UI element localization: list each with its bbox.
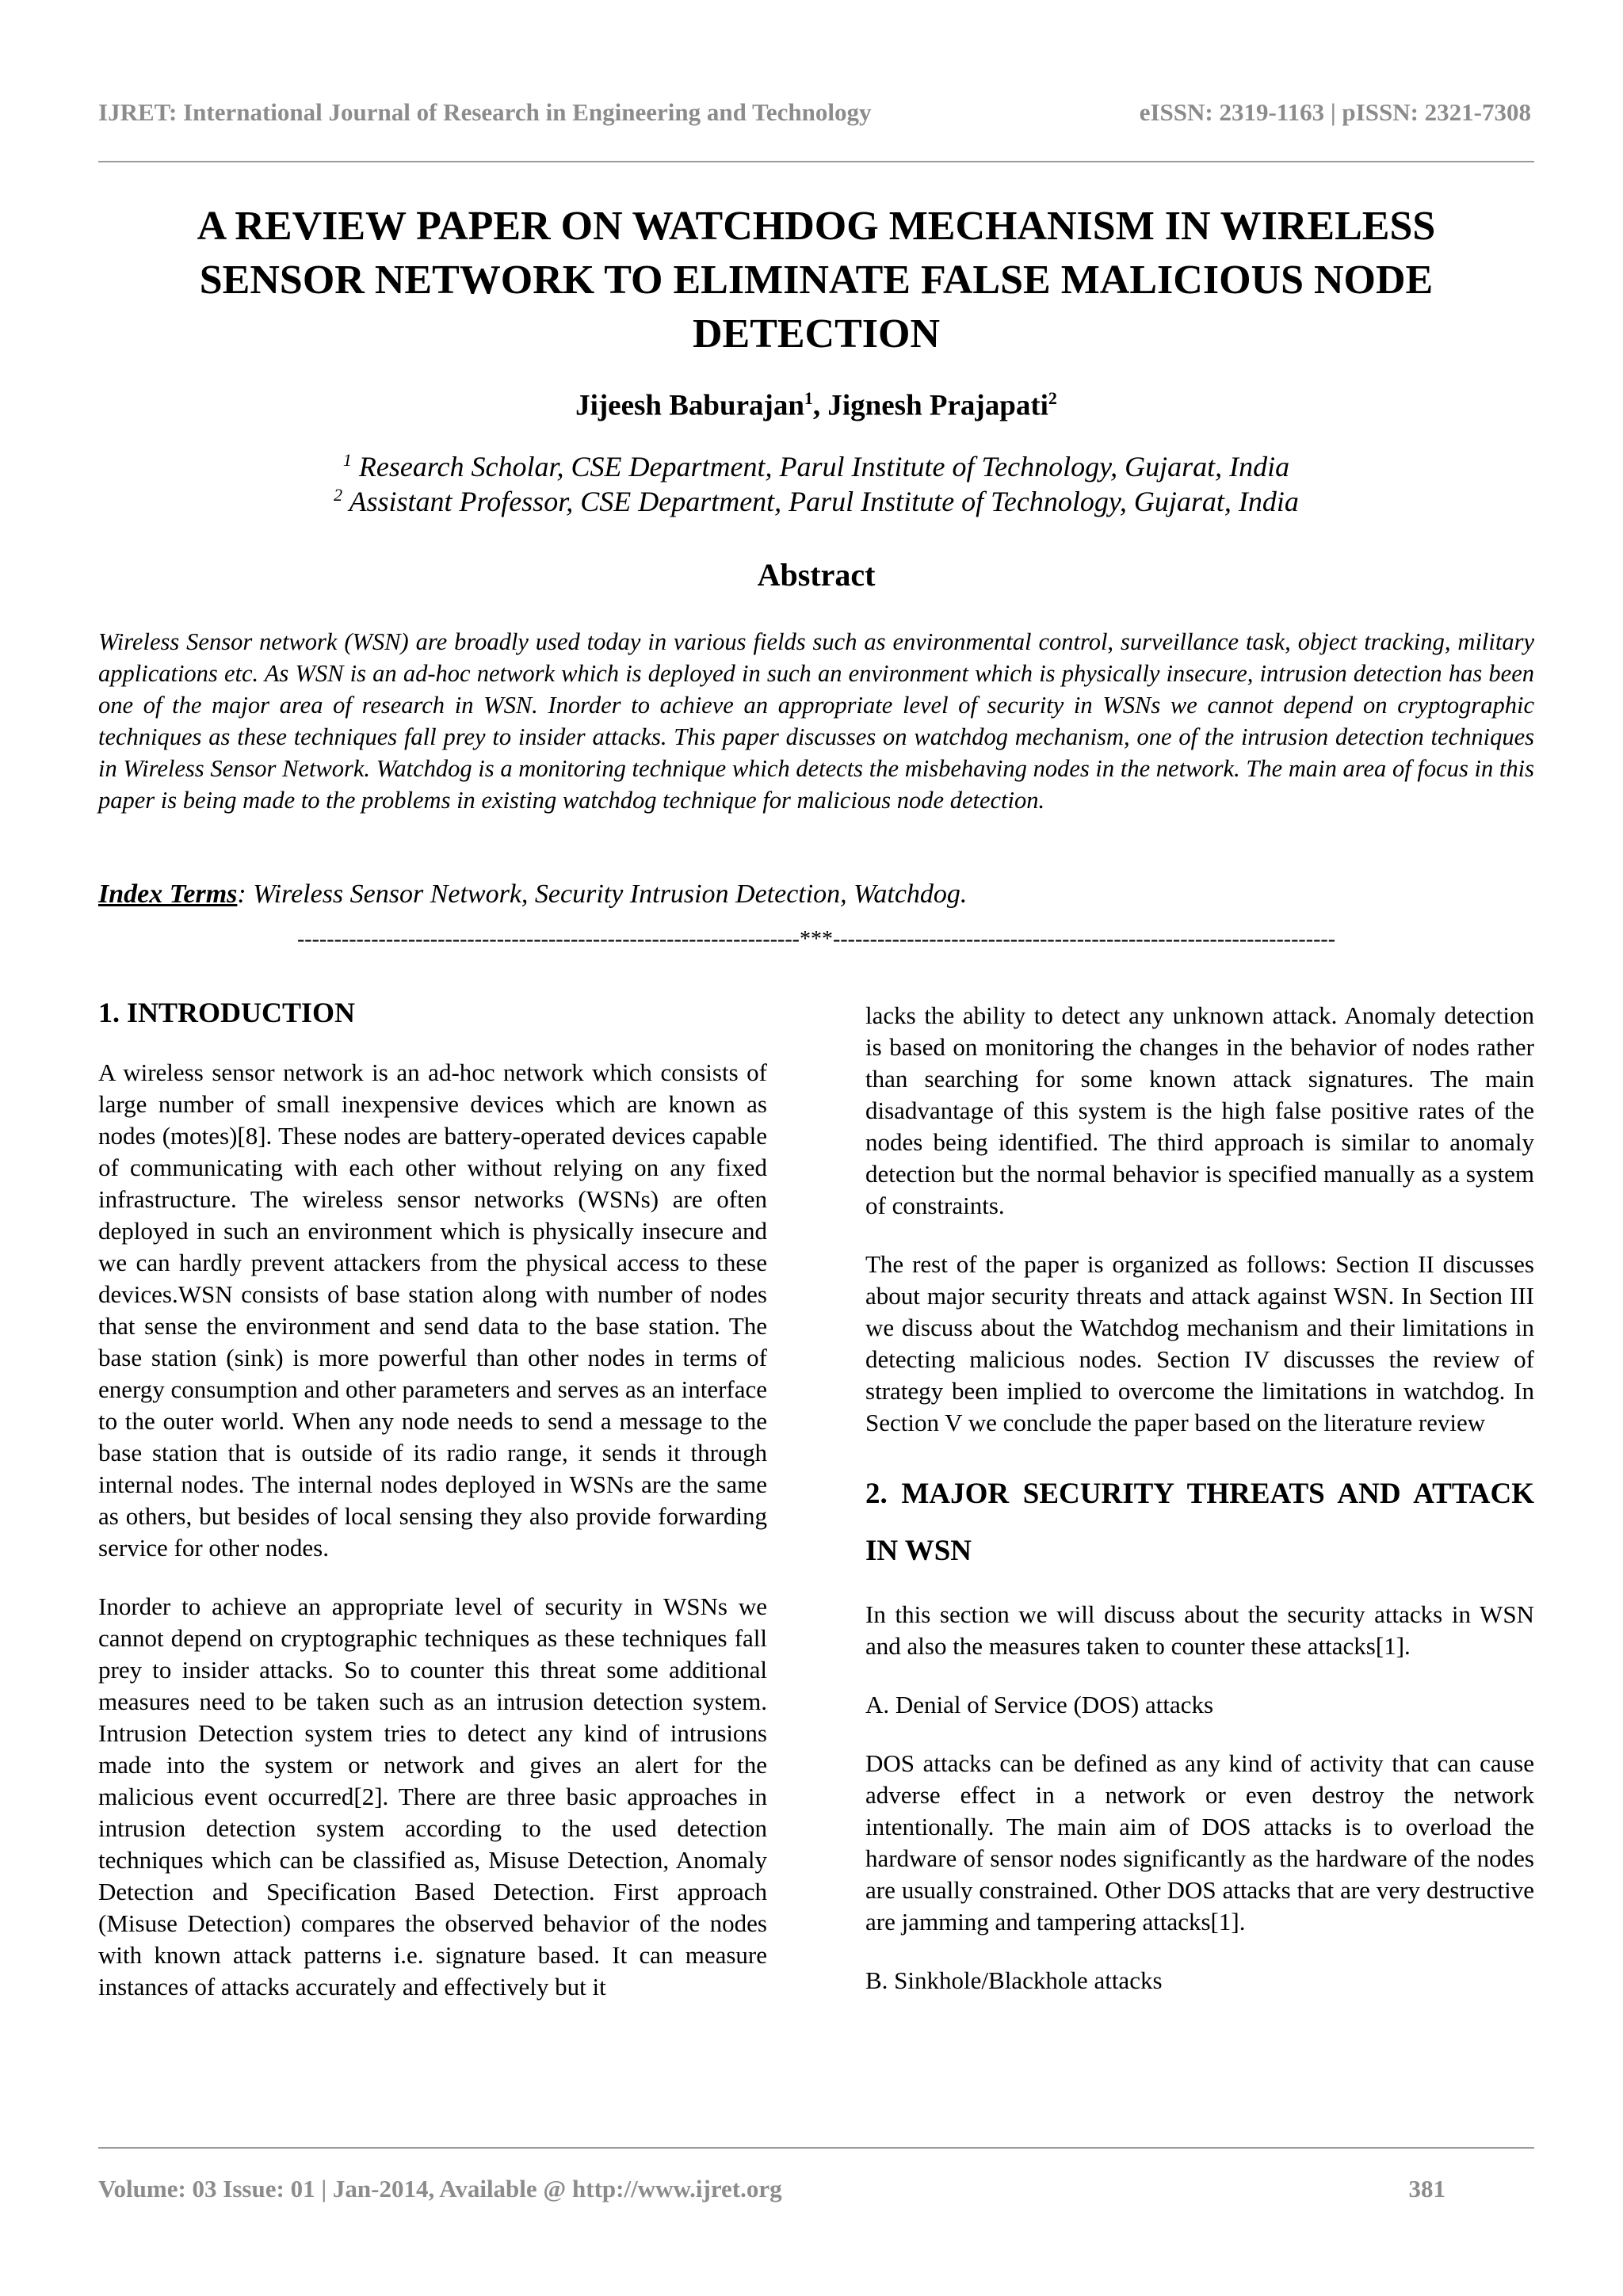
- subsection-heading-dos: A. Denial of Service (DOS) attacks: [865, 1691, 1214, 1718]
- paragraph: In this section we will discuss about the security attacks in WSN and also the measures taken to counter these attacks[1].: [865, 1600, 1534, 1660]
- title-line: A REVIEW PAPER ON WATCHDOG MECHANISM IN WIRELESS: [197, 204, 1436, 249]
- volume-info: Volume: 03 Issue: 01 | Jan-2014, Available @ http://www.ijret.org: [98, 2175, 782, 2203]
- title-line: SENSOR NETWORK TO ELIMINATE FALSE MALICIOUS NODE: [199, 257, 1434, 303]
- author-2-sup: 2: [1048, 388, 1057, 408]
- section-separator: --------------------------------------------------------------------***--------------------------------------------------------------------: [296, 927, 1336, 952]
- footer-rule: [98, 2147, 1534, 2149]
- index-terms-label: Index Terms: [98, 879, 238, 909]
- affiliation-2-text: Assistant Professor, CSE Department, Parul Institute of Technology, Gujarat, India: [342, 486, 1299, 517]
- affiliation-1-text: Research Scholar, CSE Department, Parul Institute of Technology, Gujarat, India: [351, 451, 1290, 482]
- author-1-sup: 1: [804, 388, 813, 408]
- journal-name: IJRET: International Journal of Research in Engineering and Technology: [98, 98, 872, 126]
- paragraph: lacks the ability to detect any unknown attack. Anomaly detection is based on monitoring the changes in the behavior of nodes rather than searching for some known attack signatures. The main disadvantage of this system is the high false positive rates of the nodes being identified. The third approach is similar to anomaly detection but the normal behavior is specified manually as a system of constraints.: [865, 1001, 1534, 1219]
- author-2: Jignesh Prajapati: [827, 389, 1048, 422]
- right-column: [865, 1000, 1534, 2023]
- subsection-heading-sinkhole: B. Sinkhole/Blackhole attacks: [865, 1966, 1163, 1994]
- author-sep: ,: [812, 389, 828, 422]
- issn: eISSN: 2319-1163 | pISSN: 2321-7308: [1139, 98, 1531, 126]
- author-1: Jijeesh Baburajan: [575, 389, 804, 422]
- affiliation-1-sup: 1: [342, 450, 352, 470]
- affiliation-1: [98, 450, 1534, 483]
- running-header: [98, 98, 1531, 127]
- title-line: DETECTION: [692, 311, 941, 357]
- paper-title: [98, 200, 1534, 361]
- index-terms: [98, 879, 1534, 910]
- affiliation-2: [98, 485, 1534, 518]
- header-rule: [98, 161, 1534, 162]
- abstract-heading: Abstract: [757, 557, 876, 593]
- left-column: [98, 997, 767, 2030]
- page-number: 381: [1408, 2175, 1445, 2203]
- paragraph: Inorder to achieve an appropriate level of security in WSNs we cannot depend on cryptographic techniques as these techniques fall prey to insider attacks. So to counter this threat some additional measures need to be taken such as an intrusion detection system. Intrusion Detection system tries to detect any kind of intrusions made into the system or network and gives an alert for the malicious event occurred[2]. There are three basic approaches in intrusion detection system according to the used detection techniques which can be classified as, Misuse Detection, Anomaly Detection and Specification Based Detection. First approach (Misuse Detection) compares the observed behavior of the nodes with known attack patterns i.e. signature based. It can measure instances of attacks accurately and effectively but it: [98, 1592, 767, 2000]
- affiliation-2-sup: 2: [334, 485, 343, 505]
- running-footer: [98, 2175, 1445, 2203]
- paragraph: DOS attacks can be defined as any kind of activity that can cause adverse effect in a network or even destroy the network intentionally. The main aim of DOS attacks is to overload the hardware of sensor nodes significantly as the hardware of the nodes are usually constrained. Other DOS attacks that are very destructive are jamming and tampering attacks[1].: [865, 1749, 1534, 1936]
- index-terms-text: : Wireless Sensor Network, Security Intrusion Detection, Watchdog.: [237, 879, 968, 909]
- abstract-text: Wireless Sensor network (WSN) are broadly used today in various fields such as environmental control, surveillance task, object tracking, military applications etc. As WSN is an ad-hoc network which is deployed in such an environment which is physically insecure, intrusion detection has been one of the major area of research in WSN. Inorder to achieve an appropriate level of security in WSNs we cannot depend on cryptographic techniques as these techniques fall prey to insider attacks. This paper discusses on watchdog mechanism, one of the intrusion detection techniques in Wireless Sensor Network. Watchdog is a monitoring technique which detects the misbehaving nodes in the network. The main area of focus in this paper is being made to the problems in existing watchdog technique for malicious node detection.: [98, 628, 1534, 814]
- paragraph: A wireless sensor network is an ad-hoc network which consists of large number of small inexpensive devices which are known as nodes (motes)[8]. These nodes are battery-operated devices capable of communicating with each other without relying on any fixed infrastructure. The wireless sensor networks (WSNs) are often deployed in such an environment which is physically insecure and we can hardly prevent attackers from the physical access to these devices.WSN consists of base station along with number of nodes that sense the environment and send data to the base station. The base station (sink) is more powerful than other nodes in terms of energy consumption and other parameters and serves as an interface to the outer world. When any node needs to send a message to the base station that is outside of its radio range, it sends it through internal nodes. The internal nodes deployed in WSNs are the same as others, but besides of local sensing they also provide forwarding service for other nodes.: [98, 1058, 767, 1562]
- section-heading-introduction: 1. INTRODUCTION: [98, 997, 356, 1028]
- section-heading-threats: 2. MAJOR SECURITY THREATS AND ATTACK IN WSN: [865, 1478, 1534, 1567]
- authors: [98, 388, 1534, 422]
- paragraph: The rest of the paper is organized as follows: Section II discusses about major security threats and attack against WSN. In Section III we discuss about the Watchdog mechanism and their limitations in detecting malicious nodes. Section IV discusses the review of strategy been implied to overcome the limitations in watchdog. In Section V we conclude the paper based on the literature review: [865, 1250, 1534, 1436]
